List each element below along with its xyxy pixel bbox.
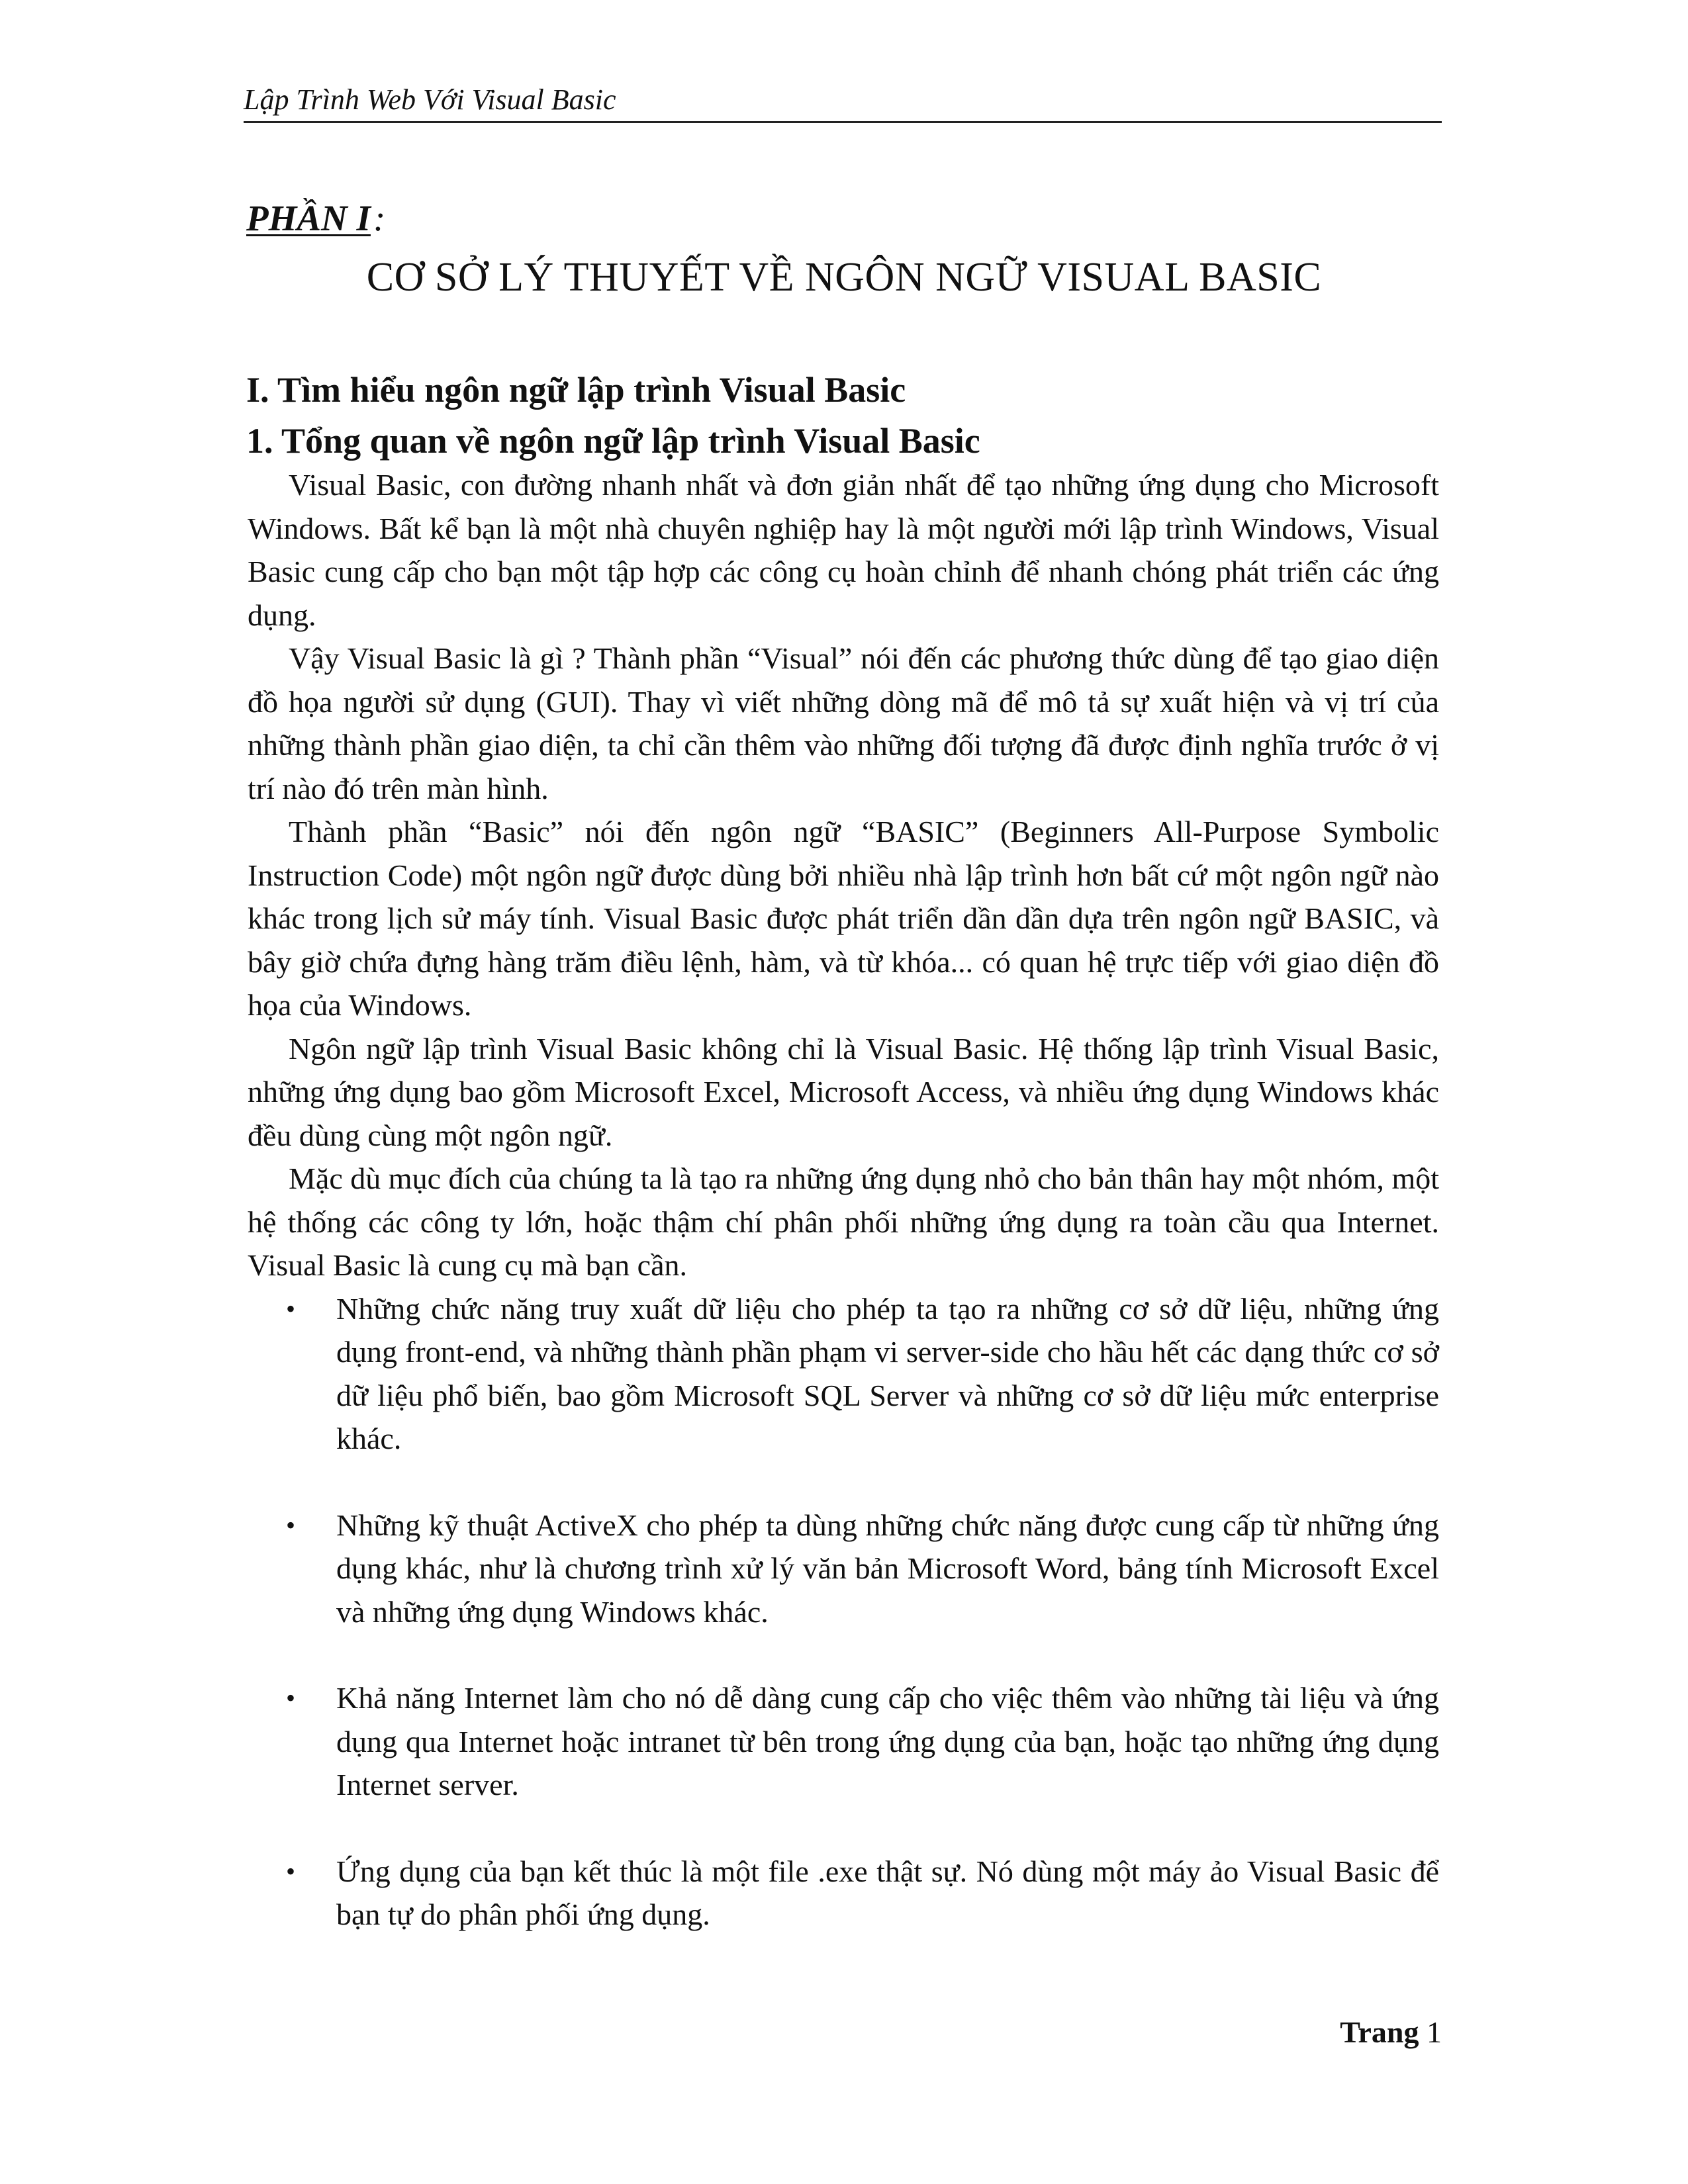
part-label-colon: : [373, 198, 386, 238]
body-text [248, 463, 1439, 1936]
list-item-text: Khả năng Internet làm cho nó dễ dàng cung cấp cho việc thêm vào những tài liệu và ứng dụng qua Internet hoặc intranet từ bên trong ứng dụng của bạn, hoặc tạo những ứng dụng Internet server. [336, 1681, 1439, 1801]
paragraph: Mặc dù mục đích của chúng ta là tạo ra những ứng dụng nhỏ cho bản thân hay một nhóm, một hệ thống các công ty lớn, hoặc thậm chí phân phối những ứng dụng ra toàn cầu qua Internet. Visual Basic là cung cụ mà bạn cần. [248, 1161, 1439, 1282]
part-label [246, 199, 385, 239]
list-item [248, 1676, 1439, 1807]
bullet-icon: • [286, 1856, 296, 1886]
paragraph: Visual Basic, con đường nhanh nhất và đơn giản nhất để tạo những ứng dụng cho Microsoft Windows. Bất kể bạn là một nhà chuyên nghiệp hay là một người mới lập trình Windows, Visual Basic cung cấp cho bạn một tập hợp các công cụ hoàn chỉnh để nhanh chóng phát triển các ứng dụng. [248, 468, 1439, 632]
bullet-icon: • [286, 1510, 296, 1540]
running-header-title: Lập Trình Web Với Visual Basic [244, 83, 616, 116]
part-title: CƠ SỞ LÝ THUYẾT VỀ NGÔN NGỮ VISUAL BASIC [366, 255, 1322, 300]
page-number [1340, 2017, 1442, 2048]
list-item [248, 1850, 1439, 1936]
paragraph: Ngôn ngữ lập trình Visual Basic không chỉ là Visual Basic. Hệ thống lập trình Visual Basic, những ứng dụng bao gồm Microsoft Excel, Microsoft Access, và nhiều ứng dụng Windows khác đều dùng cùng một ngôn ngữ. [248, 1031, 1439, 1152]
list-item [248, 1504, 1439, 1634]
section-heading: I. Tìm hiểu ngôn ngữ lập trình Visual Basic [246, 370, 906, 410]
feature-list [248, 1287, 1439, 1936]
bullet-icon: • [286, 1683, 296, 1713]
part-label-text: PHẦN I [246, 198, 371, 238]
list-item [248, 1287, 1439, 1461]
paragraph: Thành phần “Basic” nói đến ngôn ngữ “BASIC” (Beginners All-Purpose Symbolic Instruction Code) một ngôn ngữ được dùng bởi nhiều nhà lập trình hơn bất cứ một ngôn ngữ nào khác trong lịch sử máy tính. Visual Basic được phát triển dần dần dựa trên ngôn ngữ BASIC, và bây giờ chứa đựng hàng trăm điều lệnh, hàm, và từ khóa... có quan hệ trực tiếp với giao diện đồ họa của Windows. [248, 815, 1439, 1022]
running-header [244, 78, 1442, 123]
page-number-value: 1 [1427, 2015, 1442, 2049]
list-item-text: Những chức năng truy xuất dữ liệu cho phép ta tạo ra những cơ sở dữ liệu, những ứng dụng front-end, và những thành phần phạm vi server-side cho hầu hết các dạng thức cơ sở dữ liệu phổ biến, bao gồm Microsoft SQL Server và những cơ sở dữ liệu mức enterprise khác. [336, 1291, 1439, 1455]
list-item-text: Ứng dụng của bạn kết thúc là một file .exe thật sự. Nó dùng một máy ảo Visual Basic để bạn tự do phân phối ứng dụng. [336, 1854, 1439, 1931]
paragraph: Vậy Visual Basic là gì ? Thành phần “Visual” nói đến các phương thức dùng để tạo giao diện đồ họa người sử dụng (GUI). Thay vì viết những dòng mã để mô tả sự xuất hiện và vị trí của những thành phần giao diện, ta chỉ cần thêm vào những đối tượng đã được định nghĩa trước ở vị trí nào đó trên màn hình. [248, 641, 1439, 805]
bullet-icon: • [286, 1293, 296, 1324]
page-number-label: Trang [1340, 2015, 1419, 2049]
list-item-text: Những kỹ thuật ActiveX cho phép ta dùng những chức năng được cung cấp từ những ứng dụng khác, như là chương trình xử lý văn bản Microsoft Word, bảng tính Microsoft Excel và những ứng dụng Windows khác. [336, 1508, 1439, 1629]
section-subheading: 1. Tổng quan về ngôn ngữ lập trình Visual Basic [246, 421, 980, 461]
